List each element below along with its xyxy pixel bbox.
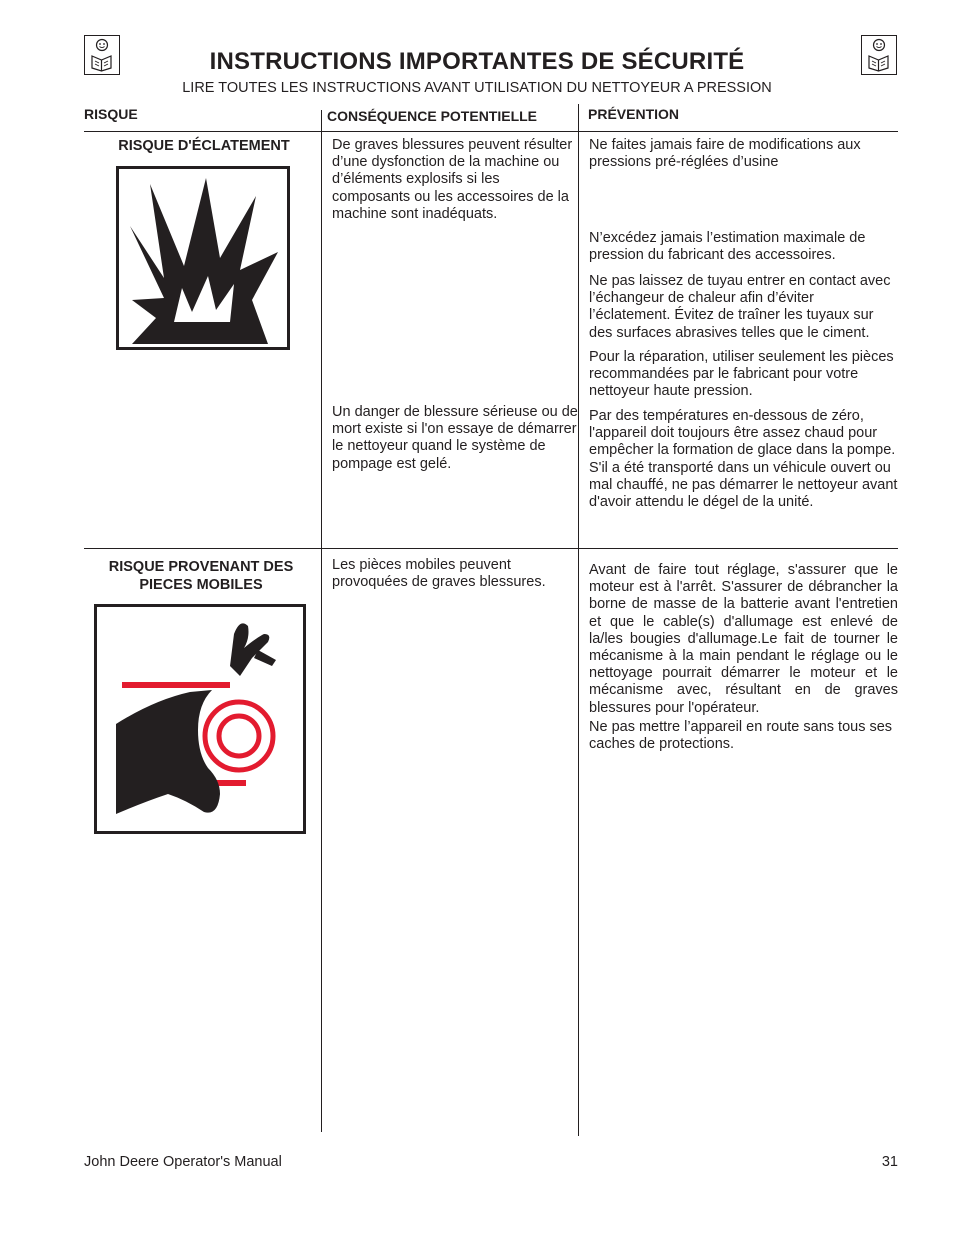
page-title: INSTRUCTIONS IMPORTANTES DE SÉCURITÉ — [209, 48, 745, 75]
header-divider — [84, 131, 898, 132]
prevention-text: Par des températures en-dessous de zéro, l'appareil doit toujours être assez chaud pour empêcher la formation de glace dans la pompe. S'il a été transporté dans un véhicule ouvert ou mal chauffé, ne pas démarrer le nettoyeur avant d'avoir attendu le dégel de la unité. — [589, 408, 898, 511]
column-divider — [321, 110, 322, 1132]
prevention-text: Pour la réparation, utiliser seulement les pièces recommandées par le fabricant pour votre nettoyeur haute pression. — [589, 349, 894, 400]
column-header-risk: RISQUE — [84, 106, 138, 122]
consequence-text: Les pièces mobiles peuvent provoquées de graves blessures. — [332, 557, 546, 591]
hazard-title-moving-parts: RISQUE PROVENANT DES PIECES MOBILES — [108, 559, 294, 593]
prevention-text: N’excédez jamais l’estimation maximale de pression du fabricant des accessoires. — [589, 230, 866, 264]
row-divider — [84, 548, 898, 549]
page-number: 31 — [881, 1154, 898, 1170]
column-header-prevention: PRÉVENTION — [588, 106, 680, 122]
moving-parts-hand-entanglement-icon — [94, 604, 306, 834]
prevention-text: Ne pas mettre l’appareil en route sans tous ses caches de protections. — [589, 719, 893, 753]
prevention-text: Avant de faire tout réglage, s'assurer que le moteur est à l'arrêt. S'assurer de débrancher la borne de masse de la batterie avant l'entretien et que le cable(s) d'allumage est enlevé de la/les bougies d'allumage.Le fait de tourner le mécanisme à la main pendant le réglage ou le nettoyage pourrait démarrer le moteur et le mécanisme avec, résultant en de graves blessures pour l'opérateur. — [589, 562, 898, 716]
prevention-text: Ne faites jamais faire de modifications aux pressions pré-réglées d’usine — [589, 137, 861, 171]
hazard-title-burst: RISQUE D'ÉCLATEMENT — [118, 138, 290, 154]
prevention-text: Ne pas laissez de tuyau entrer en contact avec l’échangeur de chaleur afin d’éviter l’éclatement. Évitez de traîner les tuyaux sur des surfaces abrasives telles que le ciment. — [589, 273, 891, 341]
consequence-text: De graves blessures peuvent résulter d’une dysfonction de la machine ou d’éléments explosifs si les composants ou les accessoires de la machine sont inadéquats. — [332, 137, 573, 222]
column-header-consequence: CONSÉQUENCE POTENTIELLE — [327, 108, 538, 124]
footer-manual-title: John Deere Operator's Manual — [84, 1154, 282, 1170]
explosion-icon — [116, 166, 290, 350]
column-divider — [578, 104, 579, 1136]
consequence-text: Un danger de blessure sérieuse ou de mort existe si l'on essaye de démarrer le nettoyeur quand le système de pompage est gelé. — [332, 404, 578, 472]
page-subtitle: LIRE TOUTES LES INSTRUCTIONS AVANT UTILISATION DU NETTOYEUR A PRESSION — [182, 80, 772, 96]
